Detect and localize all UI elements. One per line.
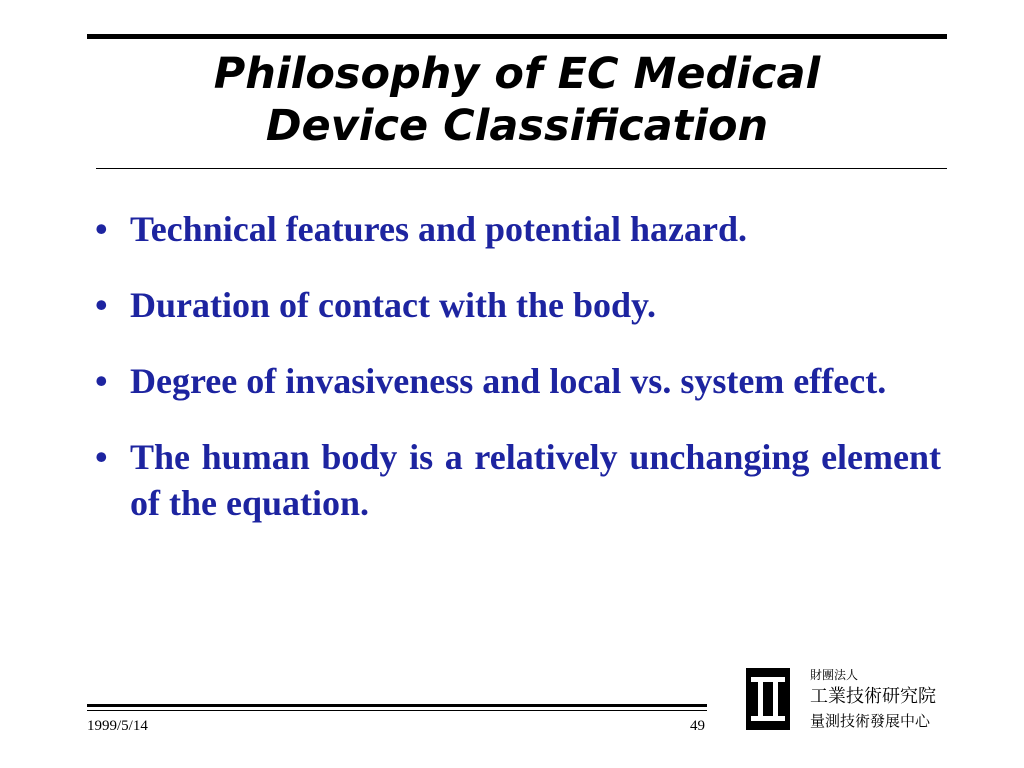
footer-date: 1999/5/14 [87,718,148,734]
top-rule [87,34,947,39]
bullet-item [95,282,941,328]
logo-text-line-1: 財團法人 [810,668,859,682]
bullet-text: The human body is a relatively unchanging element of the equation. [130,437,941,523]
page-number: 49 [690,718,705,734]
logo-text [810,666,936,732]
footer-rule-thick [87,704,707,707]
logo-text-line-3: 量測技術發展中心 [810,712,931,730]
bullet-item [95,434,941,526]
bullet-item [95,206,941,252]
bullet-item [95,358,941,404]
bullet-text: Degree of invasiveness and local vs. system effect. [130,361,887,401]
itri-logo-icon [737,668,799,730]
slide-title-line-1: Philosophy of EC Medical [213,49,821,99]
bullet-marker: • [95,437,108,477]
slide-title-line-2: Device Classification [265,101,769,151]
bullet-marker: • [95,285,108,325]
logo-text-line-2: 工業技術研究院 [810,686,936,707]
bullet-marker: • [95,209,108,249]
footer-rule-thin [87,710,707,711]
title-divider [96,168,947,169]
bullet-marker: • [95,361,108,401]
slide-title [87,48,947,152]
bullet-list [95,206,941,556]
bullet-text: Duration of contact with the body. [130,285,657,325]
bullet-text: Technical features and potential hazard. [130,209,748,249]
